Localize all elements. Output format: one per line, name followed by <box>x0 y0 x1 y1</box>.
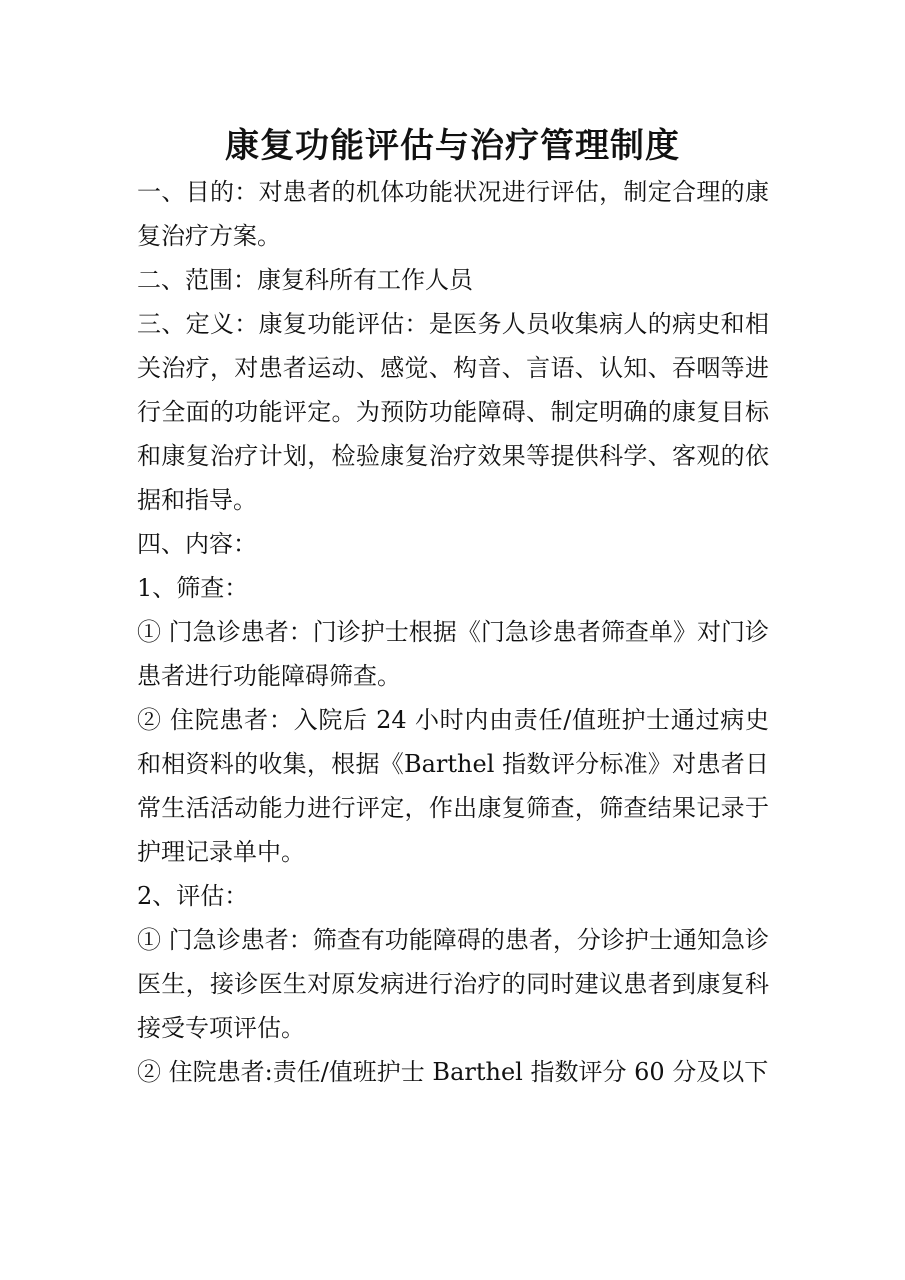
document-body <box>137 170 769 1094</box>
paragraph-assessment-heading: 2、评估： <box>137 882 249 910</box>
paragraph-content-heading: 四、内容： <box>137 530 257 558</box>
paragraph-scope: 二、范围：康复科所有工作人员 <box>137 266 473 294</box>
paragraph-assessment-outpatient: ① 门急诊患者：筛查有功能障碍的患者，分诊护士通知急诊医生，接诊医生对原发病进行治疗的同时建议患者到康复科接受专项评估。 <box>137 926 769 1042</box>
paragraph-screening-outpatient: ① 门急诊患者：门诊护士根据《门急诊患者筛查单》对门诊患者进行功能障碍筛查。 <box>137 618 769 690</box>
paragraph-screening-heading: 1、筛查： <box>137 574 249 602</box>
document-title: 康复功能评估与治疗管理制度 <box>225 126 680 166</box>
paragraph-purpose: 一、目的：对患者的机体功能状况进行评估，制定合理的康复治疗方案。 <box>137 178 769 250</box>
paragraph-definition: 三、定义：康复功能评估：是医务人员收集病人的病史和相关治疗，对患者运动、感觉、构音、言语、认知、吞咽等进行全面的功能评定。为预防功能障碍、制定明确的康复目标和康复治疗计划，检验康复治疗效果等提供科学、客观的依据和指导。 <box>137 310 769 514</box>
paragraph-assessment-inpatient: ② 住院患者:责任/值班护士 Barthel 指数评分 60 分及以下 <box>137 1058 769 1086</box>
paragraph-screening-inpatient: ② 住院患者：入院后 24 小时内由责任/值班护士通过病史和相资料的收集，根据《Barthel 指数评分标准》对患者日常生活活动能力进行评定，作出康复筛查，筛查结果记录于护理记录单中。 <box>137 706 769 866</box>
